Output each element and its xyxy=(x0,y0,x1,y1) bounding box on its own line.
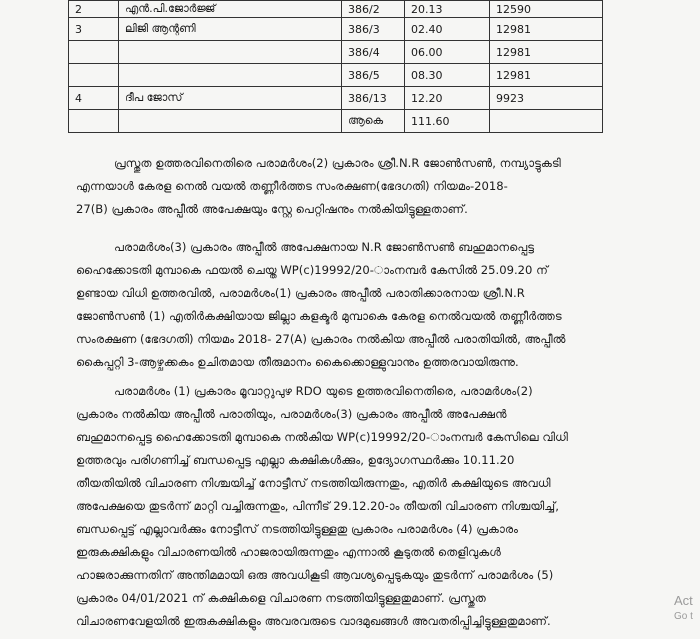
paragraph-line: പരാമർശം (1) പ്രകാരം മൂവാറ്റുപുഴ RDO യുടെ ഉത്തരവിനെതിരെ, പരാമർശം(2) xyxy=(114,384,533,398)
survey-number-cell: 386/13 xyxy=(342,87,405,110)
survey-number-cell: 386/4 xyxy=(342,41,405,64)
paragraph-line: പരാമർശം(3) പ്രകാരം അപ്പീൽ അപേക്ഷനായ N.R ജോൺസൺ ബഹുമാനപ്പെട്ട xyxy=(114,240,535,254)
paragraph-line: വിചാരണവേളയിൽ ഇരുകക്ഷികളും അവരവരുടെ വാദമുഖങ്ങൾ അവതരിപ്പിച്ചിട്ടുള്ളതുമാണ്. xyxy=(76,614,551,628)
serial-number-cell xyxy=(69,110,119,133)
paragraph-line: അപേക്ഷയെ തുടർന്ന് മാറ്റി വച്ചിരുന്നതും, പിന്നീട് 29.12.20-ാം തീയതി വിചാരണ നിശ്ചയിച്ച്, xyxy=(76,499,559,513)
paragraph-line: ഇരുകക്ഷികളും വിചാരണയിൽ ഹാജരായിരുന്നതും എന്നാൽ കൂടുതൽ തെളിവുകൾ xyxy=(76,545,501,559)
paragraph-line: എന്നയാൾ കേരള നെൽ വയൽ തണ്ണീർത്തട സംരക്ഷണ(ഭേദഗതി) നിയമം-2018- xyxy=(76,179,508,193)
serial-number-cell: 4 xyxy=(69,87,119,110)
table-row xyxy=(69,41,603,64)
amount-cell: 12981 xyxy=(490,18,603,41)
survey-number-cell: ആകെ xyxy=(342,110,405,133)
amount-cell: 12981 xyxy=(490,64,603,87)
owner-name-cell xyxy=(119,41,342,64)
owner-name-cell: ദീപ ജോസ് xyxy=(119,87,342,110)
area-cell: 06.00 xyxy=(405,41,490,64)
table-row xyxy=(69,1,603,18)
paragraph-line: ബന്ധപ്പെട്ട് എല്ലാവർക്കും നോട്ടീസ് നടത്തിയിട്ടുള്ളതു പ്രകാരം പരാമർശം (4) പ്രകാരം xyxy=(76,522,519,536)
paragraph-line: കൈപ്പറ്റി 3-ആഴ്ചക്കകം ഉചിതമായ തീരുമാനം കൈക്കൊള്ളുവാനും ഉത്തരവായിരുന്നു. xyxy=(76,355,519,369)
owner-name-cell: എൻ.പി.ജോർജ്ജ് xyxy=(119,1,342,18)
paragraph-hearing-details xyxy=(76,380,660,633)
area-cell: 111.60 xyxy=(405,110,490,133)
paragraph-line: തീയതിയിൽ വിചാരണ നിശ്ചയിച്ച് നോട്ടീസ് നടത്തിയിരുന്നതും, എതിർ കക്ഷിയുടെ അവധി xyxy=(76,476,551,490)
land-holdings-table xyxy=(68,0,603,133)
paragraph-line: ഉണ്ടായ വിധി ഉത്തരവിൽ, പരാമർശം(1) പ്രകാരം അപ്പീൽ പരാതിക്കാരനായ ശ്രീ.N.R xyxy=(76,286,525,300)
table-row xyxy=(69,64,603,87)
serial-number-cell xyxy=(69,64,119,87)
serial-number-cell: 2 xyxy=(69,1,119,18)
table-row xyxy=(69,18,603,41)
table-body xyxy=(69,1,603,133)
table-row xyxy=(69,87,603,110)
paragraph-line: ഹാജരാക്കുന്നതിന് അന്തിമമായി ഒരു അവധികൂടി ആവശ്യപ്പെടുകയും തുടർന്ന് പരാമർശം (5) xyxy=(76,568,554,582)
survey-number-cell: 386/2 xyxy=(342,1,405,18)
owner-name-cell xyxy=(119,110,342,133)
table-row xyxy=(69,110,603,133)
owner-name-cell: ലിജി ആന്റണി xyxy=(119,18,342,41)
serial-number-cell: 3 xyxy=(69,18,119,41)
amount-cell xyxy=(490,110,603,133)
amount-cell: 12590 xyxy=(490,1,603,18)
paragraph-line: ഹൈക്കോടതി മുമ്പാകെ ഫയൽ ചെയ്ത WP(c)19992/20-ാംനമ്പർ കേസിൽ 25.09.20 ന് xyxy=(76,263,548,277)
area-cell: 08.30 xyxy=(405,64,490,87)
paragraph-line: പ്രകാരം 04/01/2021 ന് കക്ഷികളെ വിചാരണ നടത്തിയിട്ടുള്ളതുമാണ്. പ്രസ്തുത xyxy=(76,591,486,605)
activate-windows-watermark xyxy=(674,593,700,625)
paragraph-appeal-filing xyxy=(76,152,660,221)
paragraph-line: സംരക്ഷണ (ഭേദഗതി) നിയമം 2018- 27(A) പ്രകാരം നൽകിയ അപ്പീൽ പരാതിയിൽ, അപ്പീൽ xyxy=(76,332,566,346)
paragraph-line: ഉത്തരവും പരിഗണിച്ച് ബന്ധപ്പെട്ട എല്ലാ കക്ഷികൾക്കും, ഉദ്യോഗസ്ഥർക്കും 10.11.20 xyxy=(76,453,515,467)
survey-number-cell: 386/3 xyxy=(342,18,405,41)
paragraph-line: 27(B) പ്രകാരം അപ്പീൽ അപേക്ഷയും സ്റ്റേ പെറ്റിഷനും നൽകിയിട്ടുള്ളതാണ്. xyxy=(76,202,468,216)
survey-number-cell: 386/5 xyxy=(342,64,405,87)
serial-number-cell xyxy=(69,41,119,64)
paragraph-high-court-order xyxy=(76,236,660,374)
amount-cell: 12981 xyxy=(490,41,603,64)
paragraph-line: പ്രസ്തുത ഉത്തരവിനെതിരെ പരാമർശം(2) പ്രകാരം ശ്രീ.N.R ജോൺസൺ, നമ്പ്യാട്ടുകടി xyxy=(114,156,561,170)
amount-cell: 9923 xyxy=(490,87,603,110)
paragraph-line: ബഹുമാനപ്പെട്ട ഹൈക്കോടതി മുമ്പാകെ നൽകിയ WP(c)19992/20-ാംനമ്പർ കേസിലെ വിധി xyxy=(76,430,568,444)
owner-name-cell xyxy=(119,64,342,87)
area-cell: 12.20 xyxy=(405,87,490,110)
area-cell: 20.13 xyxy=(405,1,490,18)
area-cell: 02.40 xyxy=(405,18,490,41)
watermark-line-2: Go t xyxy=(674,611,693,622)
paragraph-line: പ്രകാരം നൽകിയ അപ്പീൽ പരാതിയും, പരാമർശം(3) പ്രകാരം അപ്പീൽ അപേക്ഷൻ xyxy=(76,407,507,421)
watermark-line-1: Act xyxy=(674,593,693,608)
paragraph-line: ജോൺസൺ (1) എതിർകക്ഷിയായ ജില്ലാ കളക്ടർ മുമ്പാകെ കേരള നെൽവയൽ തണ്ണീർത്തട xyxy=(76,309,562,323)
